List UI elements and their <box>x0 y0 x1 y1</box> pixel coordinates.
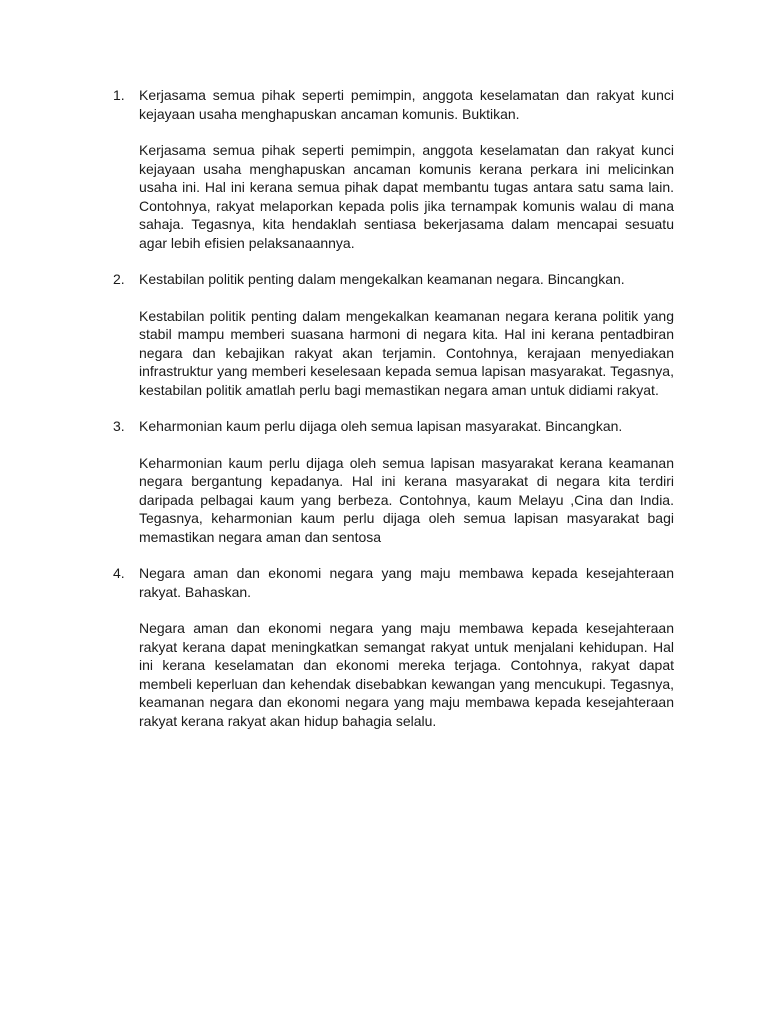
item-number: 1. <box>113 87 125 103</box>
list-item <box>113 564 674 730</box>
answer-paragraph: Kerjasama semua pihak seperti pemimpin, anggota keselamatan dan rakyat kunci kejayaan usaha menghapuskan ancaman komunis kerana perkara ini melicinkan usaha ini. Hal ini kerana semua pihak dapat membantu tugas antara satu sama lain. Contohnya, rakyat melaporkan kepada polis jika ternampak komunis walau di mana sahaja. Tegasnya, kita hendaklah sentiasa bekerjasama dalam mencapai sesuatu agar lebih efisien pelaksanaannya. <box>139 142 674 251</box>
item-number: 3. <box>113 418 125 434</box>
item-body <box>139 86 674 252</box>
question-text: Kerjasama semua pihak seperti pemimpin, anggota keselamatan dan rakyat kunci kejayaan usaha menghapuskan ancaman komunis. Buktikan. <box>139 87 674 122</box>
item-number: 4. <box>113 565 125 581</box>
question-text: Kestabilan politik penting dalam mengekalkan keamanan negara. Bincangkan. <box>139 271 625 287</box>
item-body <box>139 564 674 730</box>
item-number: 2. <box>113 271 125 287</box>
answer-paragraph: Keharmonian kaum perlu dijaga oleh semua lapisan masyarakat kerana keamanan negara bergantung kepadanya. Hal ini kerana masyarakat di negara kita terdiri daripada pelbagai kaum yang berbeza. Contohnya, kaum Melayu ,Cina dan India. Tegasnya, keharmonian kaum perlu dijaga oleh semua lapisan masyarakat bagi memastikan negara aman dan sentosa <box>139 454 674 545</box>
numbered-list <box>113 86 674 748</box>
answer-paragraph: Negara aman dan ekonomi negara yang maju membawa kepada kesejahteraan rakyat kerana dapat meningkatkan semangat rakyat untuk menjalani kehidupan. Hal ini kerana keselamatan dan ekonomi mereka terjaga. Contohnya, rakyat dapat membeli keperluan dan kehendak disebabkan kewangan yang mencukupi. Tegasnya, keamanan negara dan ekonomi negara yang maju membawa kepada kesejahteraan rakyat kerana rakyat akan hidup bahagia selalu. <box>139 620 674 729</box>
question-text: Keharmonian kaum perlu dijaga oleh semua lapisan masyarakat. Bincangkan. <box>139 418 623 434</box>
list-item <box>113 86 674 252</box>
answer-paragraph: Kestabilan politik penting dalam mengekalkan keamanan negara kerana politik yang stabil mampu memberi suasana harmoni di negara kita. Hal ini kerana pentadbiran negara dan kebajikan rakyat akan terjamin. Contohnya, kerajaan menyediakan infrastruktur yang memberi keselesaan kepada semua lapisan masyarakat. Tegasnya, kestabilan politik amatlah perlu bagi memastikan negara aman untuk didiami rakyat. <box>139 307 674 398</box>
item-body <box>139 270 674 399</box>
list-item <box>113 417 674 546</box>
item-body <box>139 417 674 546</box>
question-text: Negara aman dan ekonomi negara yang maju membawa kepada kesejahteraan rakyat. Bahaskan. <box>139 565 674 600</box>
list-item <box>113 270 674 399</box>
